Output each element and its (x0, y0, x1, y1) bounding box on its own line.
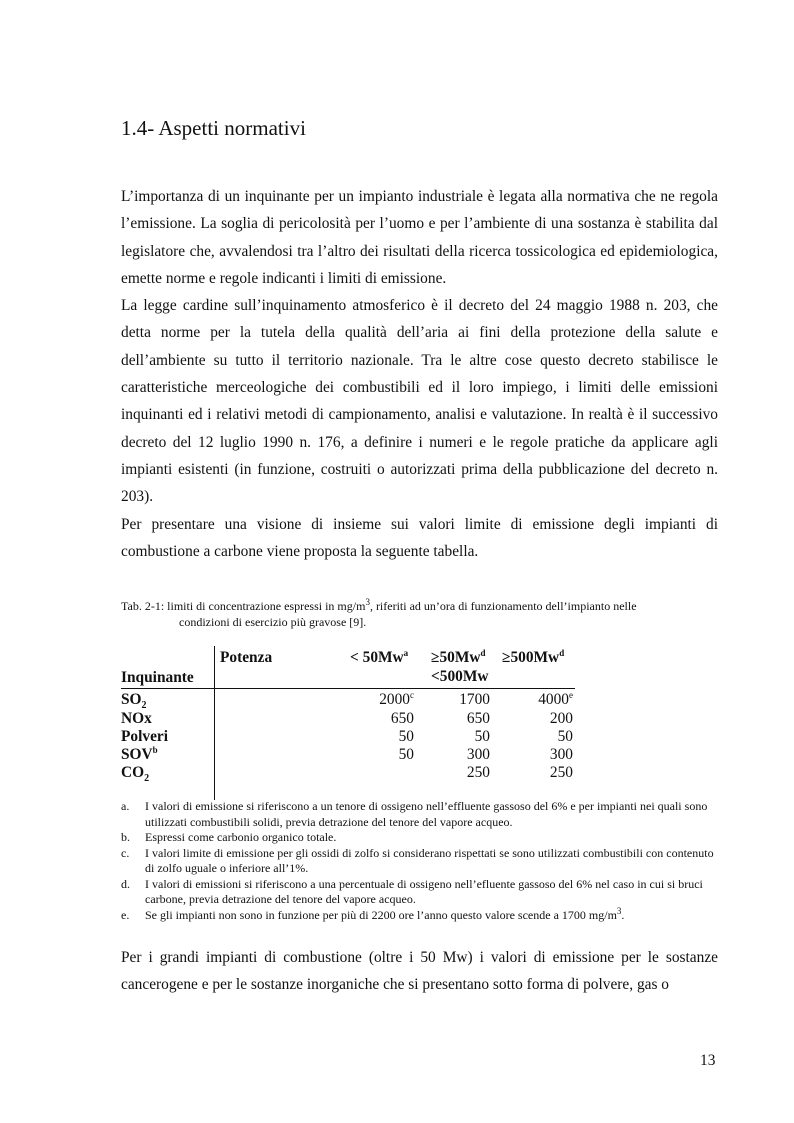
cell-so2-50-500: 1700 (459, 691, 490, 708)
footnote-marker: e. (121, 907, 130, 922)
subscript: 2 (144, 773, 150, 785)
cell-nox-gt500: 200 (549, 710, 573, 727)
footnote-item (121, 905, 721, 924)
column-header-text: ≥50Mw (431, 649, 481, 666)
column-header-lt50 (350, 648, 408, 667)
footnote-superscript: 3 (616, 905, 622, 916)
footnote-text: I valori limite di emissione per gli ossidi di zolfo si considerano rispettati se sono utilizzati combustibili con contenuto di zolfo uguale o inferiore all’1%. (145, 845, 714, 875)
table-caption (121, 599, 721, 630)
inquinante-header: Inquinante (121, 669, 194, 686)
footnote-marker: b. (121, 830, 130, 844)
column-header-gt500 (502, 648, 564, 667)
footnote-marker: a. (121, 799, 130, 813)
caption-text: Tab. 2-1: limiti di concentrazione espressi in mg/m (121, 599, 366, 613)
footnote-text: I valori di emissioni si riferiscono a una percentuale di ossigeno nell’efluente gassoso del 6% nel caso in cui si bruci carbone, previa detrazione del tenore del vapore acqueo. (145, 876, 703, 906)
cell-polveri-gt500: 50 (557, 728, 573, 745)
table-header-rule (121, 688, 575, 689)
footnote-mark: b (152, 744, 158, 755)
footnote-mark: a (403, 647, 409, 658)
emission-limits-table (121, 646, 576, 801)
cell-co2-50-500: 250 (466, 764, 490, 781)
row-name-text: SO (121, 691, 142, 708)
footnote-text-end: . (621, 907, 625, 922)
column-header-text: < 50Mw (350, 649, 404, 666)
footnote-body (145, 905, 721, 924)
paragraph: Per presentare una visione di insieme sui valori limite di emissione degli impianti di combustione a carbone viene proposta la seguente tabella. (121, 515, 718, 560)
caption-continuation: condizioni di esercizio più gravose [9]. (179, 614, 367, 629)
caption-superscript: 3 (365, 597, 370, 607)
row-name-text: SOV (121, 746, 153, 763)
footnote-text: Espressi come carbonio organico totale. (145, 830, 337, 844)
paragraph: La legge cardine sull’inquinamento atmosferico è il decreto del 24 maggio 1988 n. 203, che detta norme per la tutela della qualità dell’aria ai fini della protezione della salute e dell’ambiente su tutto il territorio nazionale. Tra le altre cose questo decreto stabilisce le caratteristiche merceologiche dei combustibili ed il loro impiego, i limiti delle emissioni inquinanti ed i relativi metodi di campionamento, analisi e valutazione. In realtà è il successivo decreto del 12 luglio 1990 n. 176, a definire i numeri e le regole pratiche da applicare agli impianti esistenti (in funzione, costruiti o autorizzati prima della pubblicazione del decreto n. 203). (121, 297, 718, 506)
column-header-50-500 (431, 648, 486, 667)
paragraph: Per i grandi impianti di combustione (oltre i 50 Mw) i valori di emissione per le sostanze cancerogene e per le sostanze inorganiche che si presentano sotto forma di polvere, gas o (121, 949, 718, 994)
cell-sov-gt500: 300 (549, 746, 573, 763)
table-vertical-rule (214, 646, 215, 800)
footnote-mark: e (569, 689, 573, 700)
row-name-text: CO (121, 764, 145, 781)
footnote-item (121, 877, 721, 908)
footnote-text: Se gli impianti non sono in funzione per più di 2200 ore l’anno questo valore scende a 1700 mg/m (145, 907, 617, 922)
footnote-mark: c (410, 689, 414, 700)
caption-text: , riferiti ad un’ora di funzionamento dell’impianto nelle (369, 599, 637, 613)
cell-sov-lt50: 50 (398, 746, 414, 763)
row-name-nox: NOx (121, 710, 152, 727)
cell-value: 2000 (379, 691, 410, 708)
cell-sov-50-500: 300 (466, 746, 490, 763)
cell-so2-lt50 (379, 690, 414, 709)
cell-nox-50-500: 650 (466, 710, 490, 727)
column-header-text: ≥500Mw (502, 649, 560, 666)
cell-so2-gt500 (538, 690, 573, 709)
footnote-item (121, 846, 721, 877)
column-header-50-500-line2: <500Mw (431, 668, 489, 685)
row-name-so2 (121, 690, 147, 712)
cell-polveri-lt50: 50 (398, 728, 414, 745)
paragraph: L’importanza di un inquinante per un impianto industriale è legata alla normativa che ne regola l’emissione. La soglia di pericolosità per l’uomo e per l’ambiente di una sostanza è stabilita dal legislatore che, avvalendosi tra l’altro dei risultati della ricerca tossicologica ed epidemiologica, emette norme e regole indicanti i limiti di emissione. (121, 188, 718, 287)
footnote-mark: d (559, 647, 565, 658)
footnote-text: I valori di emissione si riferiscono a un tenore di ossigeno nell’effluente gassoso del 6% e per impianti nei quali sono utilizzati combustibili solidi, previa detrazione del tenore del vapore acqueo. (145, 799, 708, 829)
footnote-item (121, 830, 721, 846)
footnote-marker: d. (121, 876, 130, 891)
footnote-item (121, 799, 721, 830)
section-heading: 1.4- Aspetti normativi (121, 116, 306, 140)
footnote-marker: c. (121, 845, 130, 860)
footnote-mark: d (480, 647, 486, 658)
cell-co2-gt500: 250 (549, 764, 573, 781)
cell-value: 4000 (538, 691, 569, 708)
row-name-sov (121, 745, 158, 764)
potenza-header: Potenza (220, 649, 273, 666)
subscript: 2 (141, 700, 147, 712)
row-name-co2 (121, 763, 150, 785)
cell-polveri-50-500: 50 (474, 728, 490, 745)
cell-nox-lt50: 650 (390, 710, 414, 727)
row-name-polveri: Polveri (121, 728, 169, 745)
page-number: 13 (700, 1052, 716, 1069)
table-footnotes (121, 799, 721, 923)
body-paragraphs-top (121, 183, 718, 565)
